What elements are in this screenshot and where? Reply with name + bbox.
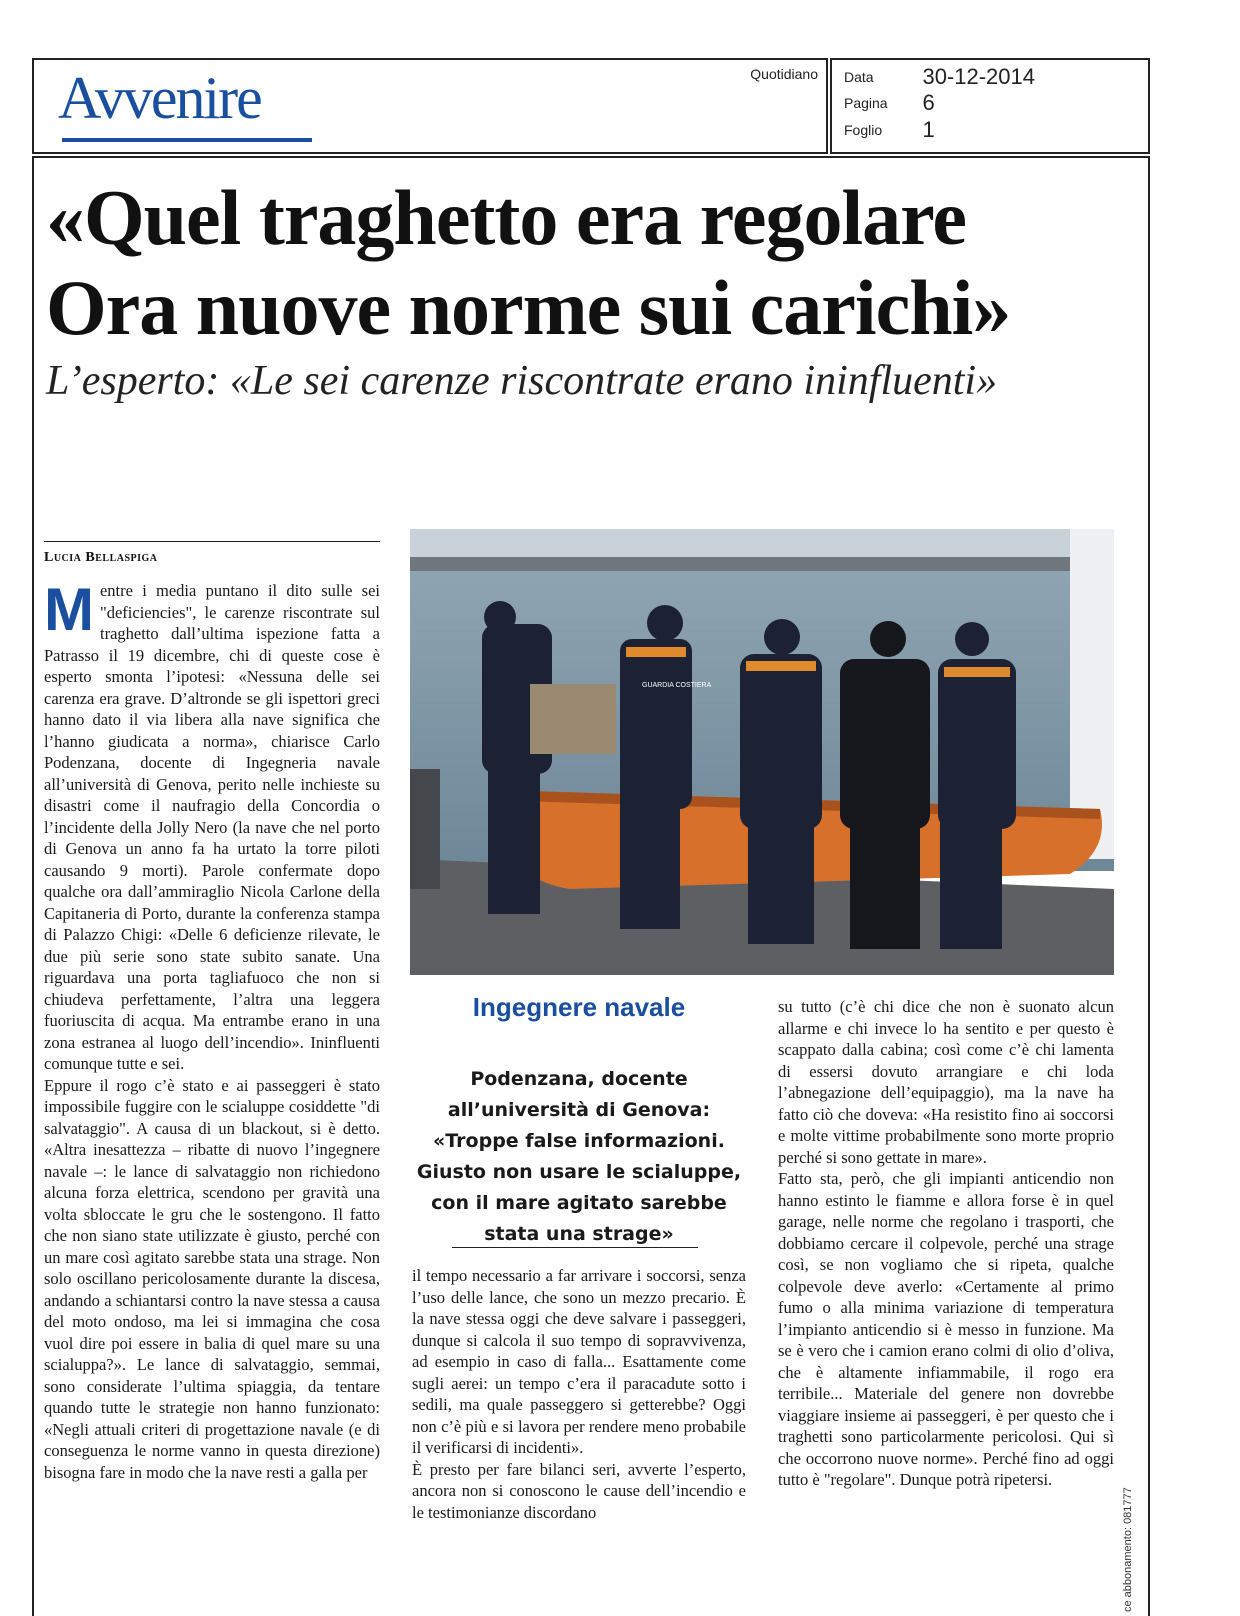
subheadline: L’esperto: «Le sei carenze riscontrate erano ininfluenti» [46, 358, 998, 404]
headline-line-2: Ora nuove norme sui carichi» [46, 264, 1011, 351]
subscription-code: ce abbonamento: 081777 [1122, 1487, 1134, 1612]
date-value: 30-12-2014 [922, 64, 1035, 89]
coast-guard-photo [410, 529, 1114, 975]
sidebar-rule [452, 1247, 698, 1248]
article-column-3 [778, 996, 1114, 1610]
article-paragraph: su tutto (c’è chi dice che non è suonato alcun allarme e chi invece lo ha sentito e per questo è scappato dalla cabina; così come c’è chi lamenta di essersi dovuto arrangiare e chi loda l’abnegazione dell’equipaggio), ma la nave ha fatto ciò che doveva: «Ha resistito fino ai soccorsi e molte vittime probabilmente sono morte proprio perché si sono gettate in mare». [778, 997, 1114, 1167]
article-photo [410, 529, 1114, 975]
jacket-label: GUARDIA COSTIERA [642, 682, 712, 689]
drop-cap: M [44, 580, 94, 643]
meta-page-row [844, 90, 935, 116]
article-paragraph: Fatto sta, però, che gli impianti anticendio non hanno estinto le fiamme e allora forse è in quel garage, nelle norme che regolano i trasporti, che dobbiamo cercare il colpevole, perché una strage così, se non vogliamo che si ripeta, qualche colpevole deve averlo: «Certamente al primo fumo o alla minima variazione di temperatura l’impianto anticendio si è messo in funzione. Ma se è vero che i camion erano colmi di olio d’oliva, che è altamente infiammabile, il rogo era terribile... Materiale del genere non dovrebbe viaggiare insieme ai passeggeri, è per questo che i traghetti sono particolarmente pericolosi. Qui sì che occorrono nuove norme». Perché fino ad oggi tutto è "regolare". Dunque potrà ripetersi. [778, 1169, 1114, 1489]
page-label: Pagina [844, 95, 888, 111]
byline: Lucia Bellaspiga [44, 550, 158, 565]
sidebar-pullquote: Podenzana, docente all’università di Genova: «Troppe false informazioni. Giusto non usare le scialuppe, con il mare agitato sarebbe stata una strage» [416, 1068, 742, 1245]
article-paragraph: Mentre i media puntano il dito sulle sei "deficiencies", le carenze riscontrate sul traghetto dall’ultima ispezione fatta a Patrasso il 19 dicembre, chi di queste cose è esperto smonta l’ipotesi: «Nessuna delle sei carenza era grave. D’altronde se gli ispettori greci hanno dato il via libera alla nave significa che l’hanno giudicata a norma», chiarisce Carlo Podenzana, docente di Ingegneria navale all’università di Genova, perito nelle inchieste su disastri come il naufragio della Concordia o l’incidente della Jolly Nero (la nave che nel porto di Genova un anno fa ha urtato la torre piloti causando 9 morti). Parole confermate dopo qualche ora dall’ammiraglio Nicola Carlone della Capitaneria di Porto, durante la conferenza stampa di Palazzo Chigi: «Delle 6 deficienze rilevate, le due più serie sono state subito sanate. Una riguardava una porta tagliafuoco che non si chiudeva perfettamente, l’altra una leggera fuoriuscita di acqua. Ma entrambe erano in una zona estranea al luogo dell’incendio». Ininfluenti comunque tutte e sei. [44, 580, 380, 1073]
article-column-1 [44, 580, 380, 1610]
avvenire-logo: Avvenire [58, 65, 261, 131]
article-paragraph: Eppure il rogo c’è stato e ai passeggeri è stato impossibile fuggire con le scialuppe cosiddette "di salvataggio". A causa di un blackout, si è detto. «Altra inesattezza – ribatte di nuovo l’ingegnere navale –: le lance di salvataggio non richiedono alcuna forza elettrica, scendono per gravità una volta sbloccate le gru che le sostengono. Il fatto che non siano state utilizzate è giusto, perché con un mare così agitato sarebbe stata una strage. Non solo oscillano pericolosamente durante la discesa, andando a schiantarsi contro la nave stessa a causa del moto ondoso, ma lei si immagina che cosa vuol dire poi essere in balia di quel mare su una scialuppa?». Le lance di salvataggio, semmai, sono considerate l’ultima spiaggia, da tentare quando tutte le strategie non hanno funzionato: «Negli attuali criteri di progettazione navale (e di conseguenza le norme vanno in questa direzione) bisogna fare in modo che la nave resti a galla per [44, 1075, 380, 1482]
headline-line-1: «Quel traghetto era regolare [46, 174, 966, 261]
logo-underline [62, 138, 312, 142]
article-column-2 [412, 1265, 746, 1610]
article-paragraph: il tempo necessario a far arrivare i soccorsi, senza l’uso delle lance, che sono un mezzo precario. È la nave stessa oggi che deve salvare i passeggeri, dunque si calcola il suo tempo di sopravvivenza, ad esempio in caso di falla... Esattamente come sugli aerei: un tempo c’era il paracadute sotto i sedili, ma quale passeggero si getterebbe? Oggi non c’è più e si lavora per rendere meno probabile il verificarsi di incidenti». [412, 1266, 746, 1457]
page-value: 6 [922, 90, 935, 115]
meta-date-row [844, 64, 1035, 90]
meta-box [830, 58, 1150, 154]
byline-rule [44, 541, 380, 542]
sheet-value: 1 [922, 117, 935, 142]
date-label: Data [844, 69, 874, 85]
sidebar-title: Ingegnere navale [472, 992, 686, 1022]
masthead [32, 58, 828, 154]
article-paragraph: È presto per fare bilanci seri, avverte l’esperto, ancora non si conoscono le cause dell’incendio e le testimonianze discordano [412, 1459, 746, 1522]
edition-type: Quotidiano [750, 66, 818, 82]
meta-sheet-row [844, 117, 935, 143]
sheet-label: Foglio [844, 122, 883, 138]
